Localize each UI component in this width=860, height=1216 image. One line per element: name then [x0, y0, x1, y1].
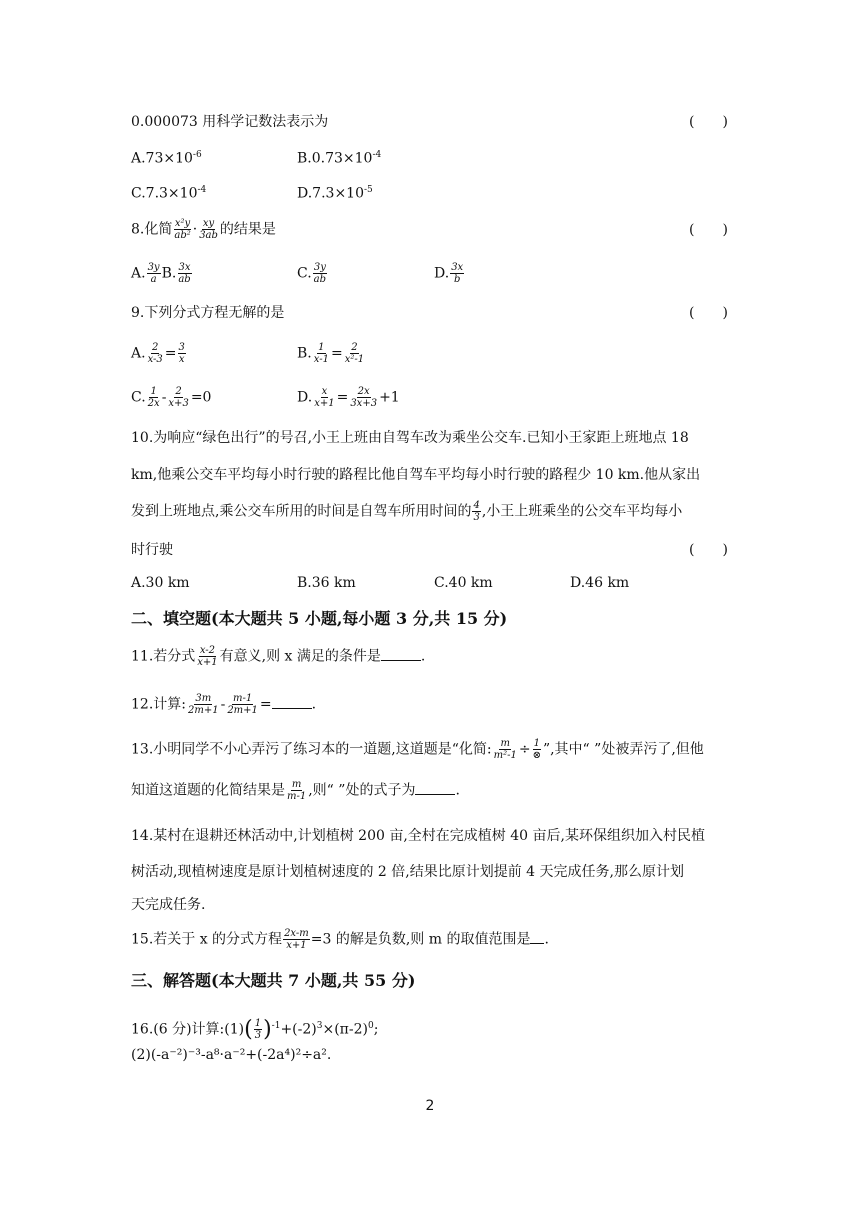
option-c: C. $\frac{1}{2x}$ - $\frac{2}{x+3}$ =0 [131, 386, 212, 409]
option-b: B. $\frac{1}{x-1}$ = $\frac{2}{\text{x²-1}}$ [297, 342, 365, 365]
answer-blank [272, 694, 312, 709]
option-c: $C.7.3\times 10^{-4}$ [131, 185, 207, 202]
option-d: $D.7.3\times 10^{-5}$ [297, 185, 373, 202]
option-a-b: A. $\frac{3y}{a}$ B. $\frac{3x}{ab}$ [131, 262, 191, 285]
question-10-line-3: 发到上班地点,乘公交车所用的时间是自驾车所用时间的 $\frac{4}{3}$ ,小王上班乘坐的公交车平均每小 [131, 500, 683, 523]
question-13-line-2: 知道这道题的化简结果是 $\frac{m}{m-1}$ ,则“ ”处的式子为 . [131, 779, 460, 802]
option-b: B.36 km [297, 575, 356, 591]
option-a: $A.73\times 10^{-6}$ [131, 150, 202, 167]
answer-bracket: ( ) [689, 305, 728, 321]
question-7-stem: 0.000073 用科学记数法表示为 [131, 114, 329, 130]
question-12: 12.计算: $\frac{3m}{2m+1}$ - $\frac{m-1}{2m+1}$ = . [131, 693, 317, 716]
question-16-part-1: 16.(6 分)计算:(1)( $\frac{1}{3}$ )$^{-1}+(-2)^3\times(\pi-2)^0$; [131, 1016, 379, 1042]
question-8-stem: 8.化简 $\frac{\text{x²y}}{\text{ab²}}$ · $\frac{xy}{3ab}$ 的结果是 [131, 218, 276, 241]
option-a: A.30 km [131, 575, 190, 591]
option-d: D. $\frac{3x}{b}$ [434, 262, 464, 285]
page-number: 2 [425, 1098, 435, 1114]
option-d: D.46 km [570, 575, 630, 591]
question-16-part-2: (2)(-a⁻²)⁻³-a⁸·a⁻²+(-2a⁴)²÷a². [131, 1047, 332, 1063]
answer-bracket: ( ) [689, 542, 728, 558]
question-10-line-1: 10.为响应“绿色出行”的号召,小王上班由自驾车改为乘坐公交车.已知小王家距上班地点 18 [131, 430, 689, 446]
section-heading-fill-in: 二、填空题(本大题共 5 小题,每小题 3 分,共 15 分) [131, 609, 508, 628]
answer-blank [381, 646, 421, 661]
question-9-stem: 9.下列分式方程无解的是 [131, 305, 285, 321]
question-11: 11.若分式 $\frac{x-2}{x+1}$ 有意义,则 x 满足的条件是 . [131, 645, 426, 668]
answer-bracket: ( ) [689, 114, 728, 130]
question-14-line-3: 天完成任务. [131, 897, 206, 913]
option-c: C. $\frac{3y}{ab}$ [297, 262, 327, 285]
answer-blank [415, 780, 455, 795]
question-10-line-4: 时行驶 [131, 542, 173, 558]
section-heading-solutions: 三、解答题(本大题共 7 小题,共 55 分) [131, 971, 416, 990]
option-c: C.40 km [434, 575, 493, 591]
answer-blank [530, 929, 544, 944]
question-14-line-1: 14.某村在退耕还林活动中,计划植树 200 亩,全村在完成植树 40 亩后,某环保组织加入村民植 [131, 828, 705, 844]
question-15: 15.若关于 x 的分式方程 $\frac{2x-m}{x+1}$ =3 的解是负数,则 m 的取值范围是 . [131, 928, 549, 951]
question-10-line-2: km,他乘公交车平均每小时行驶的路程比他自驾车平均每小时行驶的路程少 10 km.他从家出 [131, 467, 701, 483]
option-a: A. $\frac{2}{x-3}$ = $\frac{3}{x}$ [131, 342, 185, 365]
question-13-line-1: 13.小明同学不小心弄污了练习本的一道题,这道题是“化简: $\frac{m}{\text{m²-1}}$ ÷ $\frac{1}{\otimes}$ ”,其中“ ”处被弄污了,但他 [131, 738, 704, 761]
option-d: D. $\frac{x}{x+1}$ = $\frac{2x}{3x+3}$ +1 [297, 386, 400, 409]
question-14-line-2: 树活动,现植树速度是原计划植树速度的 2 倍,结果比原计划提前 4 天完成任务,那么原计划 [131, 864, 684, 880]
answer-bracket: ( ) [689, 222, 728, 238]
option-b: $B.0.73\times 10^{-4}$ [297, 150, 382, 167]
